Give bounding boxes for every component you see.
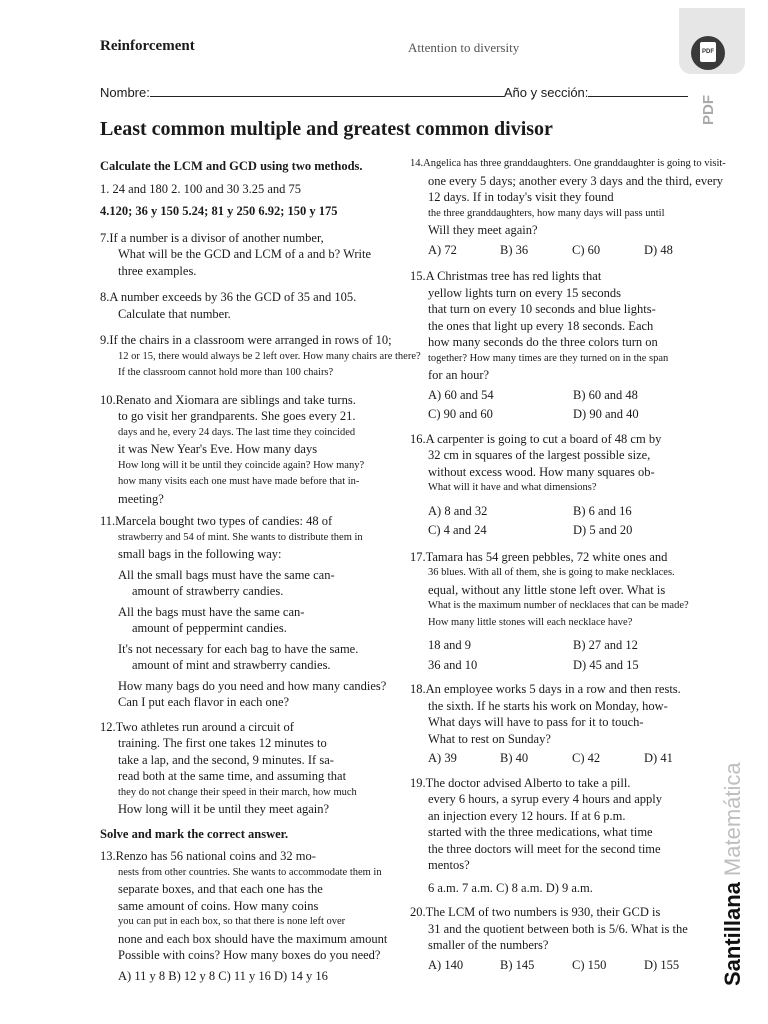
option: C) 4 and 24	[428, 523, 487, 537]
question-13: 13.Renzo has 56 national coins and 32 mo- nests from other countries. She wants to accommodate them in separate boxes, and that each one has the same amount of coins. How many coins you can put in each box, so that there is none left over none and each box should have the maximum amount Possible with coins? How many boxes do you need? A) 11 y 8 B) 12 y 8 C) 11 y 16 D) 14 y 16	[100, 848, 422, 984]
instruction-2: Solve and mark the correct answer.	[100, 826, 289, 841]
option: B) 27 and 12	[573, 638, 638, 652]
section-field-label: Año y sección:	[503, 85, 589, 100]
question-8: 8.A number exceeds by 36 the GCD of 35 and 105. Calculate that number.	[100, 290, 357, 321]
question-16: 16.A carpenter is going to cut a board of 48 cm by 32 cm in squares of the largest possible size, without excess wood. How many squares ob- What will it have and what dimensions? A) 8 and 32 B) 6 and 16 C) 4 and 24 D) 5 and 20	[410, 431, 732, 539]
instruction: Calculate the LCM and GCD using two methods.	[100, 159, 363, 173]
option: A) 140	[428, 957, 464, 972]
question-17-options	[428, 637, 732, 673]
question-19: 19.The doctor advised Alberto to take a pill. every 6 hours, a syrup every 4 hours and apply an injection every 12 hours. If at 6 p.m. started with the three medications, what time the three doctors will meet for the second time mentos? 6 a.m. 7 a.m. C) 8 a.m. D) 9 a.m.	[410, 775, 732, 897]
name-label: Nombre:	[100, 85, 150, 100]
name-row	[100, 84, 688, 100]
question-9: 9.If the chairs in a classroom were arranged in rows of 10; 12 or 15, there would always be 2 left over. How many chairs are there? If the classroom cannot hold more than 100 chairs?	[100, 333, 421, 378]
publisher-name: Santillana	[720, 882, 745, 986]
question-14-options	[428, 242, 732, 259]
question-18-options	[428, 750, 732, 767]
option: D) 48	[644, 242, 673, 257]
question-20: 20.The LCM of two numbers is 930, their GCD is 31 and the quotient between both is 5/6. What is the smaller of the numbers? A) 140 B) 145 C) 150 D) 155	[410, 904, 732, 973]
pdf-badge: PDF	[700, 42, 716, 62]
option: C) 90 and 60	[428, 407, 493, 421]
option: D) 41	[644, 751, 673, 765]
option: 18 and 9	[428, 638, 472, 652]
question-7: 7.If a number is a divisor of another number, What will be the GCD and LCM of a and b? Write three examples.	[100, 230, 372, 278]
question-10: 10.Renato and Xiomara are siblings and take turns. to go visit her grandparents. She goes every 21. days and he, every 24 days. The last time they coincided it was New Year's Eve. How many days How long will it be until they coincide again? How many? how many visits each one must have made before that in- meeting?	[100, 392, 365, 506]
question-13-options: A) 11 y 8 B) 12 y 8 C) 11 y 16 D) 14 y 16	[118, 968, 328, 983]
question-16-options	[428, 503, 732, 539]
section-label: Reinforcement	[100, 38, 195, 54]
name-line	[150, 84, 504, 97]
option: C) 42	[572, 751, 601, 765]
question-20-options	[428, 957, 732, 974]
option: A) 60 and 54	[428, 387, 494, 402]
question-17: 17.Tamara has 54 green pebbles, 72 white ones and 36 blues. With all of them, she is going to make necklaces. equal, without any little stone left over. What is What is the maximum number of necklaces that can be made? How many little stones will each necklace have? 18 and 9 B) 27 and 12 36 and 10 D) 45 and 15	[410, 549, 732, 674]
question-15: 15.A Christmas tree has red lights that yellow lights turn on every 15 seconds that turn on every 10 seconds and blue lights- the ones that light up every 18 seconds. Each how many seconds do the three colors turn on together? How many times are they turned on in the span for an hour? A) 60 and 54 B) 60 and 48 C) 90 and 60 D) 90 and 40	[410, 268, 732, 423]
pdf-tab[interactable]	[679, 8, 745, 74]
question-15-options	[428, 387, 732, 423]
option: A) 8 and 32	[428, 503, 488, 518]
option: D) 5 and 20	[573, 523, 633, 537]
subtitle: Attention to diversity	[408, 40, 520, 55]
option: B) 60 and 48	[573, 387, 638, 402]
option: 36 and 10	[428, 657, 478, 672]
pdf-icon[interactable]	[691, 36, 725, 70]
option: A) 72	[428, 242, 457, 257]
brand-vertical	[696, 740, 744, 990]
option: B) 40	[500, 751, 529, 765]
option: D) 90 and 40	[573, 407, 639, 421]
option: B) 6 and 16	[573, 503, 632, 518]
subject-name: Matemática	[720, 762, 745, 877]
exercise-row-2: 4.120; 36 y 150 5.24; 81 y 250 6.92; 150 y 175	[100, 204, 338, 218]
exercise-row-1: 1. 24 and 180 2. 100 and 30 3.25 and 75	[100, 181, 302, 196]
option: A) 39	[428, 751, 457, 765]
option: B) 145	[500, 957, 535, 972]
left-column	[100, 158, 422, 990]
option: C) 60	[572, 242, 601, 257]
question-12: 12.Two athletes run around a circuit of training. The first one takes 12 minutes to take a lap, and the second, 9 minutes. If sa- read both at the same time, and assuming that they do not change their speed in their march, how much How long will it be until they meet again?	[100, 719, 357, 816]
option: C) 150	[572, 957, 607, 972]
section-line	[588, 84, 688, 97]
right-column	[410, 156, 732, 979]
option: D) 155	[644, 957, 680, 972]
side-pdf-label: PDF	[700, 95, 717, 125]
question-18: 18.An employee works 5 days in a row and then rests. the sixth. If he starts his work on Monday, how- What days will have to pass for it to touch- What to rest on Sunday? A) 39 B) 40 C) 42 D) 41	[410, 681, 732, 767]
question-11: 11.Marcela bought two types of candies: 48 of strawberry and 54 of mint. She wants to distribute them in small bags in the following way: All the small bags must have the same can- amount of strawberry candies. All the bags must have the same can- amount of peppermint candies. It's not necessary for each bag to have the same. amount of mint and strawberry candies. How many bags do you need and how many candies? Can I put each flavor in each one?	[100, 514, 387, 709]
page-title: Least common multiple and greatest common divisor	[100, 118, 553, 140]
question-19-options: 6 a.m. 7 a.m. C) 8 a.m. D) 9 a.m.	[428, 880, 593, 895]
question-14: 14.Angelica has three granddaughters. One granddaughter is going to visit- one every 5 days; another every 3 days and the third, every 12 days. If in today's visit they found the three granddaughters, how many days will pass until Will they meet again? A) 72 B) 36 C) 60 D) 48	[410, 156, 732, 258]
option: B) 36	[500, 242, 529, 257]
option: D) 45 and 15	[573, 657, 639, 672]
